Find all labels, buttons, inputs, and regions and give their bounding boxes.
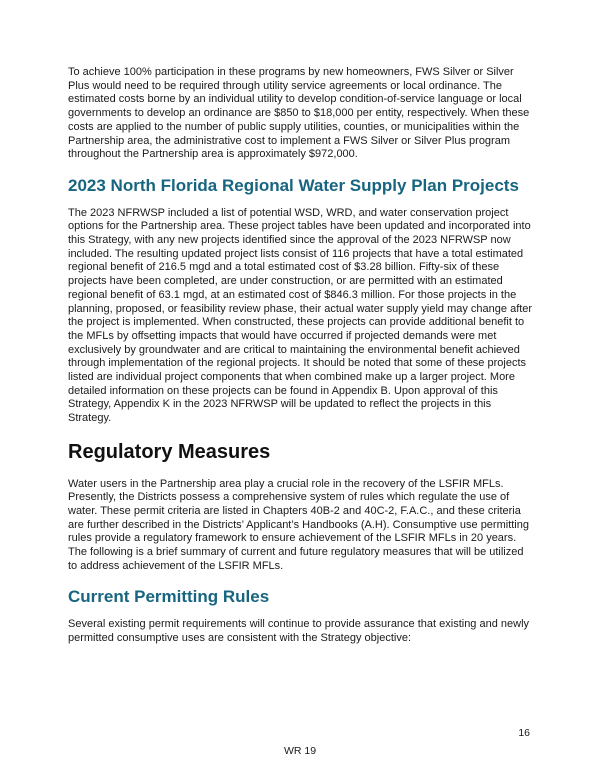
footer-doc-code: WR 19	[283, 745, 317, 757]
intro-paragraph: To achieve 100% participation in these programs by new homeowners, FWS Silver or Silver Plus would need to be required through utility service agreements or local ordinance. The estimated costs borne by an individual utility to develop condition-of-service language or local governments to develop an ordinance are $850 to $18,000 per entity, respectively. When these costs are applied to the number of public supply utilities, counties, or municipalities within the Partnership area, the administrative cost to implement a FWS Silver or Silver Plus program throughout the Partnership area is approximately $972,000.	[68, 66, 530, 161]
nfrwsp-projects-heading: 2023 North Florida Regional Water Supply Plan Projects	[68, 175, 519, 195]
nfrwsp-paragraph: The 2023 NFRWSP included a list of potential WSD, WRD, and water conservation project options for the Partnership area. These project tables have been updated and incorporated into this Strategy, with any new projects identified since the approval of the 2023 NFRWSP now included. The resulting updated project lists consist of 116 projects that have a total estimated regional benefit of 216.5 mgd and a total estimated cost of $3.28 billion. Fifty-six of these projects have been completed, are under construction, or are permitted with an estimated regional benefit of 63.1 mgd, at an estimated cost of $846.3 million. For those projects in the planning, proposed, or feasibility review phase, their actual water supply yield may change after the project is implemented. When constructed, these projects can provide additional benefit to the MFLs by offsetting impacts that would have occurred if projected demands were met exclusively by groundwater and are critical to maintaining the environmental benefit achieved through implementation of the regional projects. It should be noted that some of these projects listed are individual project components that when combined make up a larger project. More detailed information on these projects can be found in Appendix B. Upon approval of this Strategy, Appendix K in the 2023 NFRWSP will be updated to reflect the projects in this Strategy.	[68, 206, 533, 425]
page-content	[68, 66, 533, 659]
regulatory-measures-heading: Regulatory Measures	[68, 440, 271, 463]
permitting-paragraph: Several existing permit requirements will continue to provide assurance that existing and newly permitted consumptive uses are consistent with the Strategy objective:	[68, 618, 530, 644]
page-number: 16	[518, 727, 530, 739]
current-permitting-rules-heading: Current Permitting Rules	[68, 587, 270, 607]
regulatory-paragraph: Water users in the Partnership area play a crucial role in the recovery of the LSFIR MFLs. Presently, the Districts possess a comprehensive system of rules which regulate the use of water. These permit criteria are listed in Chapters 40B-2 and 40C-2, F.A.C., and these criteria are further described in the Districts’ Applicant’s Handbooks (A.H). Consumptive use permitting rules provide a regulatory framework to ensure achievement of the LSFIR MFLs in 20 years. The following is a brief summary of current and future regulatory measures that will be utilized to address achievement of the LSFIR MFLs.	[68, 477, 529, 572]
